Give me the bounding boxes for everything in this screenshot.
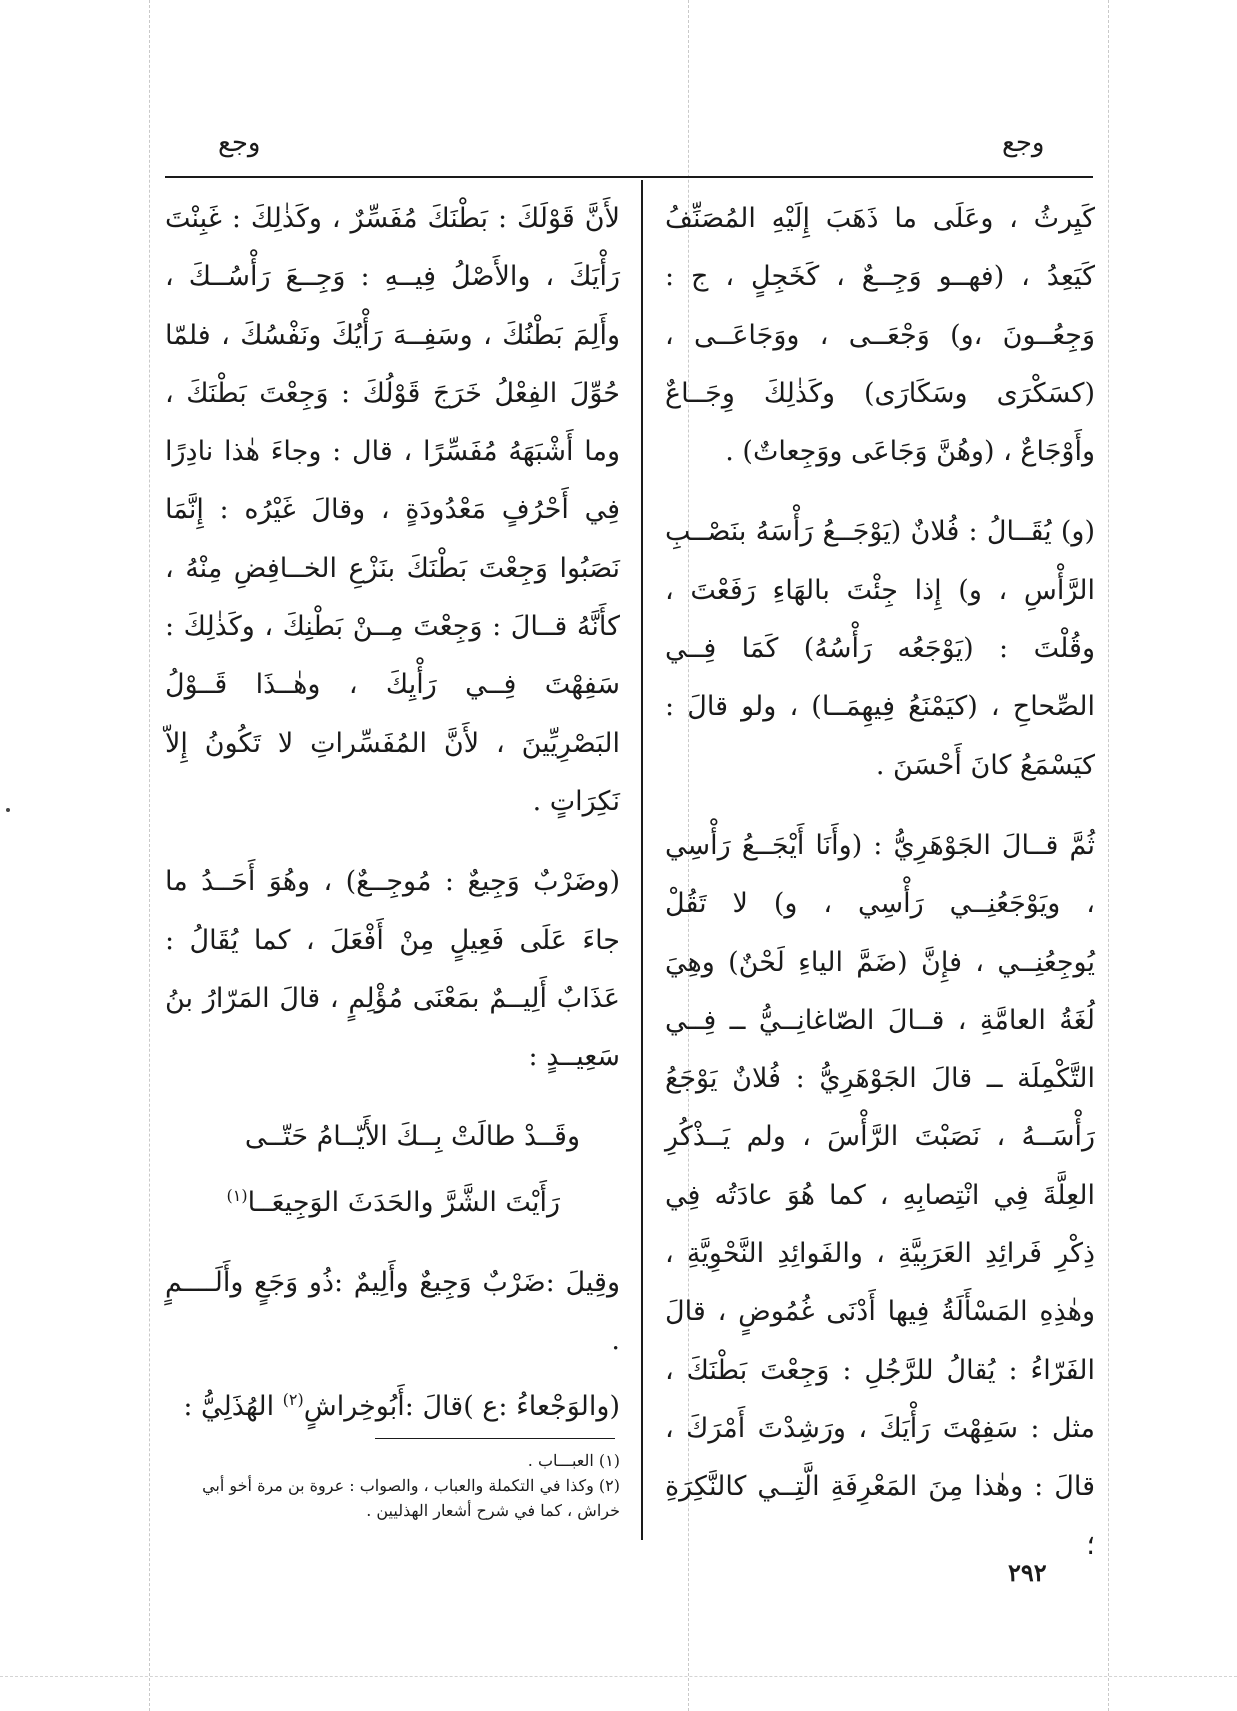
- scan-speck: [6, 808, 10, 812]
- header-right-word: وجع: [1002, 128, 1045, 158]
- crop-guide-bottom: [0, 1676, 1237, 1677]
- right-paragraph-3: ثُمَّ قــالَ الجَوْهَرِيُّ : (وأَنَا أَيْجَــعُ رَأْسِي ، ويَوْجَعُنِــي رَأْسِي ، و) لا تَقُلْ يُوجِعُنِــي ، فإِنَّ (ضَمَّ الياءِ لَحْنٌ) وهِيَ لُغَةُ العامَّةِ ، قــالَ الصّاغانِــيُّ ــ فِــي التَّكْمِلَة ــ قالَ الجَوْهَرِيُّ : فُلانٌ يَوْجَعُ رَأْسَــهُ ، نَصَبْتَ الرَّأْسَ ، ولم يَــذْكُرِ العِلَّةَ فِي انْتِصابِهِ ، كما هُوَ عادَتُه فِي ذِكْرِ فَرائِدِ العَرَبِيَّةِ ، والفَوائِدِ النَّحْوِيَّةِ ، وهٰذِهِ المَسْأَلَةُ فِيها أَدْنَى غُمُوضٍ ، قالَ الفَرّاءُ : يُقالُ للرَّجُلِ : وَجِعْتَ بَطْنَكَ ، مثل : سَفِهْتَ رَأْيَكَ ، ورَشِدْتَ أَمْرَكَ ، قالَ : وهٰذا مِنَ المَعْرِفَةِ الَّتِــي كالنَّكِرَةِ ؛: [665, 829, 1095, 1561]
- crop-guide-left: [149, 0, 150, 1711]
- left-paragraph-2: (وضَرْبٌ وَجِيعٌ : مُوجِــعٌ) ، وهُوَ أَحَــدُ ما جاءَ عَلَى فَعِيلٍ مِنْ أَفْعَلَ ، كما يُقَالُ : عَذَابٌ أَلِيــمٌ بمَعْنَى مُؤْلِمٍ ، قالَ المَرّارُ بنُ سَعِيــدٍ :: [165, 866, 620, 1073]
- footnote-ref-1: (١): [226, 1185, 248, 1205]
- footnotes: [165, 1448, 620, 1523]
- footnote-rule: [375, 1438, 615, 1439]
- footnote-1: (١) العبـــاب .: [527, 1451, 620, 1470]
- left-paragraph-4-end: الهُذَلِيُّ :: [183, 1390, 283, 1422]
- column-divider: [641, 180, 643, 1540]
- page-number: ٢٩٢: [1008, 1558, 1047, 1587]
- right-column: [665, 190, 1095, 1575]
- left-paragraph-1: لأَنَّ قَوْلَكَ : بَطْنَكَ مُفَسِّرٌ ، وكَذٰلِكَ : غَبِنْتَ رَأْيَكَ ، والأَصْلُ فِيــهِ : وَجِــعَ رَأْسُــكَ ، وأَلِمَ بَطْنُكَ ، وسَفِــهَ رَأْيُكَ ونَفْسُكَ ، فلمّا حُوِّلَ الفِعْلُ خَرَجَ قَوْلُكَ : وَجِعْتَ بَطْنَكَ ، وما أَشْبَهَهُ مُفَسِّرًا ، قال : وجاءَ هٰذا نادِرًا فِي أَحْرُفٍ مَعْدُودَةٍ ، وقالَ غَيْرُه : إِنَّمَا نَصَبُوا وَجِعْتَ بَطْنَكَ بنَزْعِ الخــافِضِ مِنْهُ ، كأَنَّهُ قــالَ : وَجِعْتَ مِــنْ بَطْنِكَ ، وكَذٰلِكَ : سَفِهْتَ فِــي رَأْيِكَ ، وهٰــذَا قَــوْلُ البَصْرِيِّينَ ، لأَنَّ المُفَسِّراتِ لا تَكُونُ إِلاّ نَكِرَاتٍ .: [165, 203, 620, 817]
- left-paragraph-4-text: (والوَجْعاءُ :ع )قالَ :أَبُوخِراشٍ: [303, 1390, 620, 1422]
- left-paragraph-4: [165, 1371, 620, 1436]
- header-rule: [165, 176, 1093, 178]
- left-paragraph-3: وقِيلَ :ضَرْبٌ وَجِيعٌ وأَلِيمٌ :ذُو وَجَعٍ وأَلَــــمٍ .: [165, 1267, 620, 1357]
- footnote-ref-2: (٢): [282, 1389, 304, 1409]
- left-column: [165, 190, 620, 1436]
- footnote-2: (٢) وكذا في التكملة والعباب ، والصواب : عروة بن مرة أخو أبي خراش ، كما في شرح أشعار الهذليين .: [202, 1476, 620, 1520]
- right-paragraph-2: (و) يُقَــالُ : فُلانٌ (يَوْجَــعُ رَأْسَهُ بنَصْــبِ الرَّأْسِ ، و) إِذا جِئْتَ بالهَاءِ رَفَعْتَ ، وقُلْتَ : (يَوْجَعُه رَأْسُهُ) كَمَا فِــي الصِّحاحِ ، (كيَمْنَعُ فِيهِمَــا) ، ولو قالَ : كيَسْمَعُ كانَ أَحْسَنَ .: [665, 516, 1095, 781]
- right-paragraph-1: كَيِرثُ ، وعَلَى ما ذَهَبَ إِلَيْهِ المُصَنِّفُ كَيَعِدُ ، (فهــو وَجِــعٌ ، كَخَجِلٍ ، ج : وَجِعُــونَ ،و) وَجْعَــى ، ووَجَاعَــى ، (كسَكْرَى وسَكَارَى) وكَذٰلِكَ وِجَــاعٌ وأَوْجَاعٌ ، (وهُنَّ وَجَاعَى ووَجِعاتٌ) .: [665, 203, 1095, 468]
- verse-line-1: وقَــدْ طالَتْ بِــكَ الأَيّــامُ حَتّــى: [244, 1121, 580, 1153]
- header-left-word: وجع: [218, 128, 261, 158]
- verse-line-2: [165, 1167, 620, 1232]
- verse-line-2-text: رَأَيْتَ الشَّرَّ والحَدَثَ الوَجِيعَــا: [247, 1186, 560, 1218]
- crop-guide-right: [1108, 0, 1109, 1711]
